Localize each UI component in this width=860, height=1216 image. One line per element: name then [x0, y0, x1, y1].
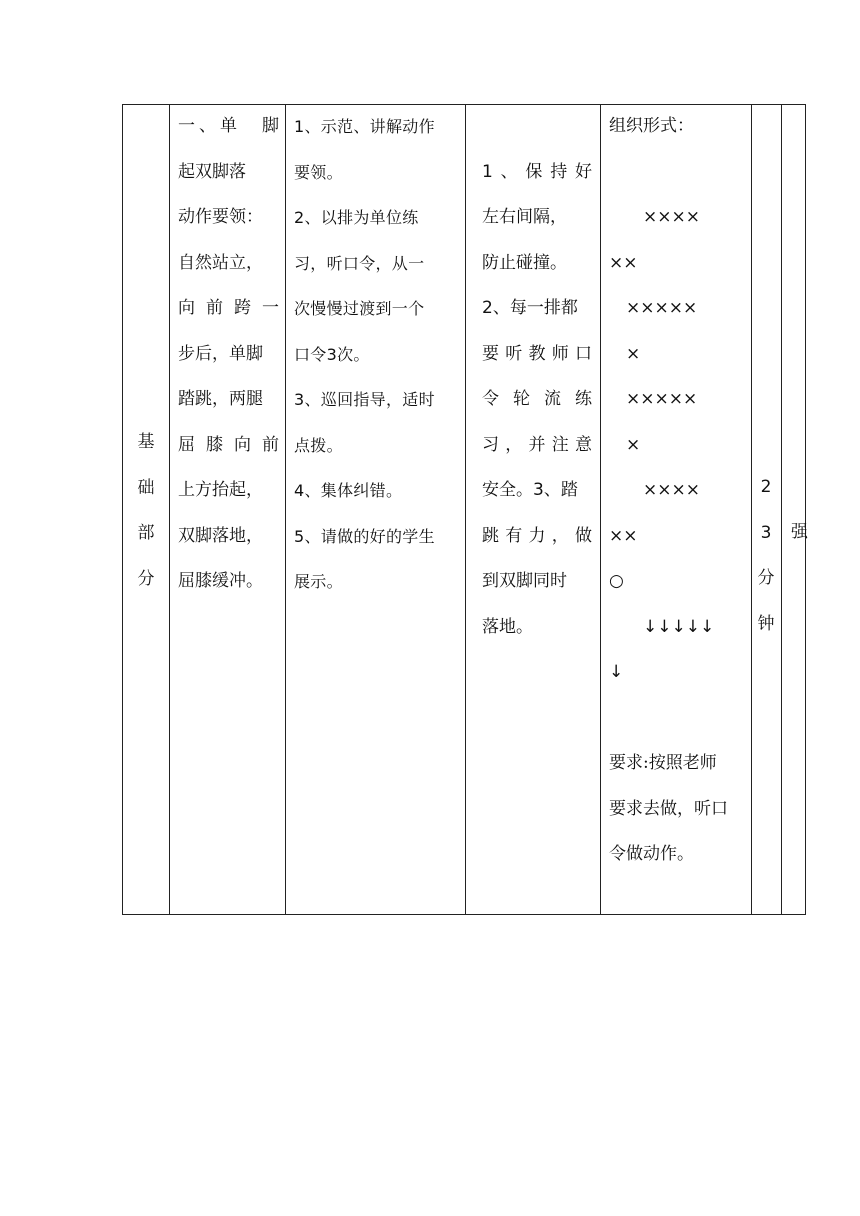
- teacher-line: 习，听口令，从一: [294, 253, 425, 273]
- formation-line: ×: [609, 434, 641, 455]
- requirement-line: 令做动作。: [609, 844, 694, 864]
- column-divider: [751, 104, 752, 915]
- content-column: [178, 104, 279, 914]
- student-line: 习，并注意: [482, 434, 592, 455]
- student-line: [482, 104, 592, 150]
- teacher-line: 展示。: [294, 572, 343, 591]
- time-char: 2: [760, 477, 772, 497]
- content-line: 起双脚落: [178, 161, 246, 182]
- student-line: 要听教师口: [482, 343, 592, 364]
- time-column: [754, 465, 778, 647]
- formation-line: ××: [609, 525, 638, 546]
- formation-line: ××: [609, 252, 638, 273]
- time-char: 3: [760, 522, 772, 543]
- formation-line: ××××: [609, 207, 700, 227]
- section-name-char: 础: [137, 477, 155, 498]
- student-line: 落地。: [482, 616, 533, 637]
- section-name-char: 部: [137, 523, 155, 543]
- teacher-position-marker: ○: [609, 571, 624, 591]
- content-line: 双脚落地，: [178, 525, 263, 546]
- intensity-column: [791, 510, 808, 556]
- column-divider: [465, 104, 466, 915]
- teacher-line: 次慢慢过渡到一个: [294, 299, 425, 318]
- student-line: 防止碰撞。: [482, 252, 567, 273]
- formation-line: ×××××: [609, 298, 698, 318]
- column-divider: [169, 104, 170, 915]
- student-line: 跳有力，做: [482, 525, 592, 546]
- requirement-line: 要求:按照老师: [609, 753, 717, 773]
- content-line: 自然站立，: [178, 252, 263, 273]
- student-activity-column: [482, 104, 592, 914]
- time-char: 分: [757, 568, 775, 588]
- teacher-line: 1、示范、讲解动作: [294, 117, 435, 136]
- table-bottom-border: [122, 914, 806, 915]
- teacher-line: 要领。: [294, 162, 343, 182]
- column-divider: [122, 104, 123, 915]
- section-name-char: 分: [137, 568, 155, 589]
- formation-line: ××××: [609, 480, 700, 500]
- student-line: 2、每一排都: [482, 298, 578, 318]
- column-divider: [600, 104, 601, 915]
- column-divider: [805, 104, 806, 915]
- formation-spacer: [609, 150, 749, 196]
- student-line: 到双脚同时: [482, 571, 567, 591]
- time-char: 钟: [757, 613, 775, 634]
- student-line: 令轮流练: [482, 389, 592, 409]
- content-line: 一、单 脚: [178, 116, 279, 136]
- student-line: 安全。3、踏: [482, 480, 578, 500]
- formation-line: ×××××: [609, 389, 698, 409]
- content-line: 屈膝缓冲。: [178, 571, 263, 591]
- content-line: 踏跳，两腿: [178, 389, 263, 409]
- student-line: 左右间隔，: [482, 207, 567, 227]
- content-line: 动作要领：: [178, 207, 263, 227]
- formation-line: ×: [609, 343, 641, 364]
- teacher-line: 2、以排为单位练: [294, 208, 419, 227]
- organization-column: [609, 104, 749, 914]
- teacher-line: 5、请做的好的学生: [294, 526, 435, 546]
- teacher-activity-column: [294, 104, 460, 914]
- column-divider: [285, 104, 286, 915]
- section-name: [134, 420, 158, 602]
- teacher-line: 4、集体纠错。: [294, 481, 403, 500]
- requirement-line: 要求去做，听口: [609, 798, 728, 819]
- student-line: 1、保持好: [482, 161, 592, 182]
- teacher-line: 口令3次。: [294, 344, 370, 364]
- direction-arrows: ↓↓↓↓↓: [609, 616, 715, 637]
- content-line: 向前跨一: [178, 298, 279, 318]
- section-name-char: 基: [137, 432, 155, 452]
- teacher-line: 3、巡回指导，适时: [294, 390, 435, 409]
- intensity-char: 强: [791, 522, 808, 542]
- teacher-line: 点拨。: [294, 435, 343, 455]
- content-line: 上方抬起，: [178, 480, 263, 500]
- direction-arrows: ↓: [609, 662, 624, 682]
- content-line: 步后，单脚: [178, 343, 263, 364]
- organization-title: 组织形式：: [609, 116, 694, 136]
- requirement-spacer: [609, 696, 749, 742]
- column-divider: [781, 104, 782, 915]
- content-line: 屈膝向前: [178, 434, 279, 455]
